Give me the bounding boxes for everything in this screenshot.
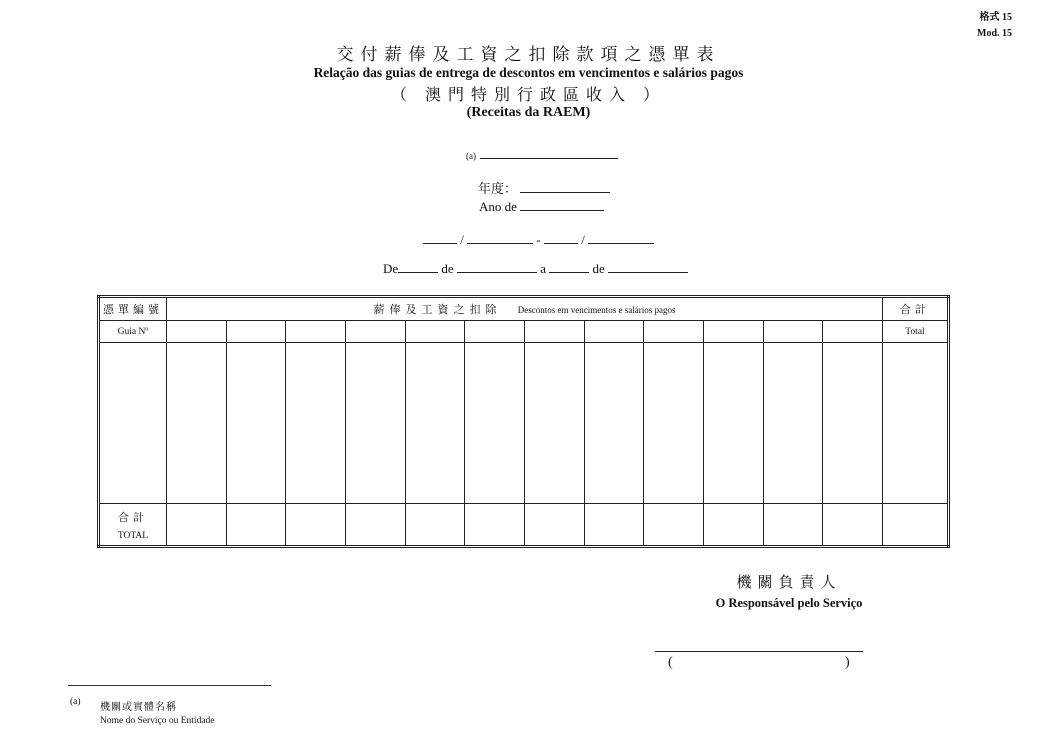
descontos-header	[167, 297, 883, 321]
total-row-label-pt: TOTAL	[117, 530, 149, 541]
date-de-label-2: de	[441, 261, 454, 276]
year-blank-pt[interactable]	[520, 198, 604, 211]
entity-field	[466, 146, 618, 163]
amount-cell[interactable]	[644, 342, 704, 504]
total-amount-cell[interactable]	[405, 504, 465, 547]
entity-field-tag: (a)	[466, 151, 476, 161]
grand-total-cell[interactable]	[883, 504, 949, 547]
guia-header-zh: 憑單編號	[99, 297, 167, 321]
total-row-label	[99, 504, 167, 547]
footnote-divider	[68, 685, 271, 686]
amount-cell[interactable]	[763, 321, 823, 342]
footnote-zh: 機關或實體名稱	[100, 702, 177, 713]
signature-paren-open: (	[668, 655, 673, 670]
amount-cell[interactable]	[405, 342, 465, 504]
date-dash: -	[536, 232, 541, 247]
amount-cell[interactable]	[345, 342, 405, 504]
total-cell[interactable]	[883, 342, 949, 504]
date-range-numeric	[423, 231, 654, 248]
date-de-label-3: de	[592, 261, 605, 276]
date-slash-1: /	[460, 232, 464, 247]
date-range-text	[383, 260, 688, 277]
date-start-day-blank[interactable]	[423, 231, 457, 244]
total-amount-cell[interactable]	[286, 504, 346, 547]
amount-cell[interactable]	[584, 321, 644, 342]
form-code-zh: 格式 15	[979, 12, 1012, 23]
amount-cell[interactable]	[524, 342, 584, 504]
date-from-day-blank[interactable]	[398, 260, 438, 273]
date-slash-2: /	[581, 232, 585, 247]
amount-cell[interactable]	[644, 321, 704, 342]
title-zh: 交付薪俸及工資之扣除款項之憑單表	[336, 45, 721, 64]
descontos-header-pt: Descontos em vencimentos e salários pagos	[517, 305, 676, 316]
amount-cell[interactable]	[465, 342, 525, 504]
descontos-table	[97, 295, 950, 548]
total-header-zh: 合計	[883, 297, 949, 321]
total-amount-cell[interactable]	[345, 504, 405, 547]
amount-cell[interactable]	[823, 342, 883, 504]
subtitle-zh: （ 澳門特別行政區收入 ）	[390, 87, 666, 104]
amount-cell[interactable]	[286, 321, 346, 342]
amount-cell[interactable]	[465, 321, 525, 342]
subtitle-pt: (Receitas da RAEM)	[466, 105, 591, 120]
total-amount-cell[interactable]	[524, 504, 584, 547]
amount-cell[interactable]	[524, 321, 584, 342]
signature-title-pt: O Responsável pelo Serviço	[715, 596, 863, 610]
amount-cell[interactable]	[226, 321, 286, 342]
year-field-pt	[479, 198, 604, 215]
title-pt: Relação das guias de entrega de descontos em vencimentos e salários pagos	[313, 65, 744, 80]
amount-cell[interactable]	[286, 342, 346, 504]
year-label-pt: Ano de	[479, 199, 517, 214]
amount-cell[interactable]	[703, 321, 763, 342]
total-amount-cell[interactable]	[823, 504, 883, 547]
total-amount-cell[interactable]	[584, 504, 644, 547]
amount-cell[interactable]	[345, 321, 405, 342]
entity-blank[interactable]	[480, 146, 618, 159]
date-a-label: a	[540, 261, 546, 276]
total-amount-cell[interactable]	[763, 504, 823, 547]
year-field-zh	[478, 178, 610, 197]
signature-paren-close: )	[845, 655, 850, 670]
form-code	[977, 10, 1012, 42]
total-amount-cell[interactable]	[167, 504, 227, 547]
signature-line[interactable]	[655, 651, 863, 652]
total-header-pt: Total	[883, 321, 949, 342]
amount-cell[interactable]	[703, 342, 763, 504]
form-code-pt: Mod. 15	[977, 28, 1012, 39]
date-end-month-blank[interactable]	[588, 231, 654, 244]
amount-cell[interactable]	[167, 342, 227, 504]
amount-cell[interactable]	[226, 342, 286, 504]
date-end-day-blank[interactable]	[544, 231, 578, 244]
amount-cell[interactable]	[167, 321, 227, 342]
table-header-row	[99, 297, 949, 321]
amount-cell[interactable]	[405, 321, 465, 342]
amount-cell[interactable]	[763, 342, 823, 504]
guia-cell[interactable]	[99, 342, 167, 504]
guia-header-pt: Guia Nº	[99, 321, 167, 342]
date-de-label: De	[383, 261, 399, 276]
total-amount-cell[interactable]	[226, 504, 286, 547]
amount-cell[interactable]	[584, 342, 644, 504]
year-label-zh: 年度：	[478, 181, 518, 196]
amount-cell[interactable]	[823, 321, 883, 342]
table-body-row	[99, 342, 949, 504]
total-amount-cell[interactable]	[465, 504, 525, 547]
table-subheader-row	[99, 321, 949, 342]
table-total-row	[99, 504, 949, 547]
year-blank-zh[interactable]	[520, 180, 610, 193]
date-to-month-blank[interactable]	[608, 260, 688, 273]
total-amount-cell[interactable]	[644, 504, 704, 547]
total-amount-cell[interactable]	[703, 504, 763, 547]
signature-title-zh: 機關負責人	[736, 575, 842, 591]
date-to-day-blank[interactable]	[549, 260, 589, 273]
footnote-tag: (a)	[70, 697, 81, 707]
footnote-pt: Nome do Serviço ou Entidade	[100, 716, 215, 726]
date-from-month-blank[interactable]	[457, 260, 537, 273]
descontos-header-zh: 薪俸及工資之扣除	[373, 304, 502, 317]
date-start-month-blank[interactable]	[467, 231, 533, 244]
total-row-label-zh: 合計	[118, 511, 148, 524]
